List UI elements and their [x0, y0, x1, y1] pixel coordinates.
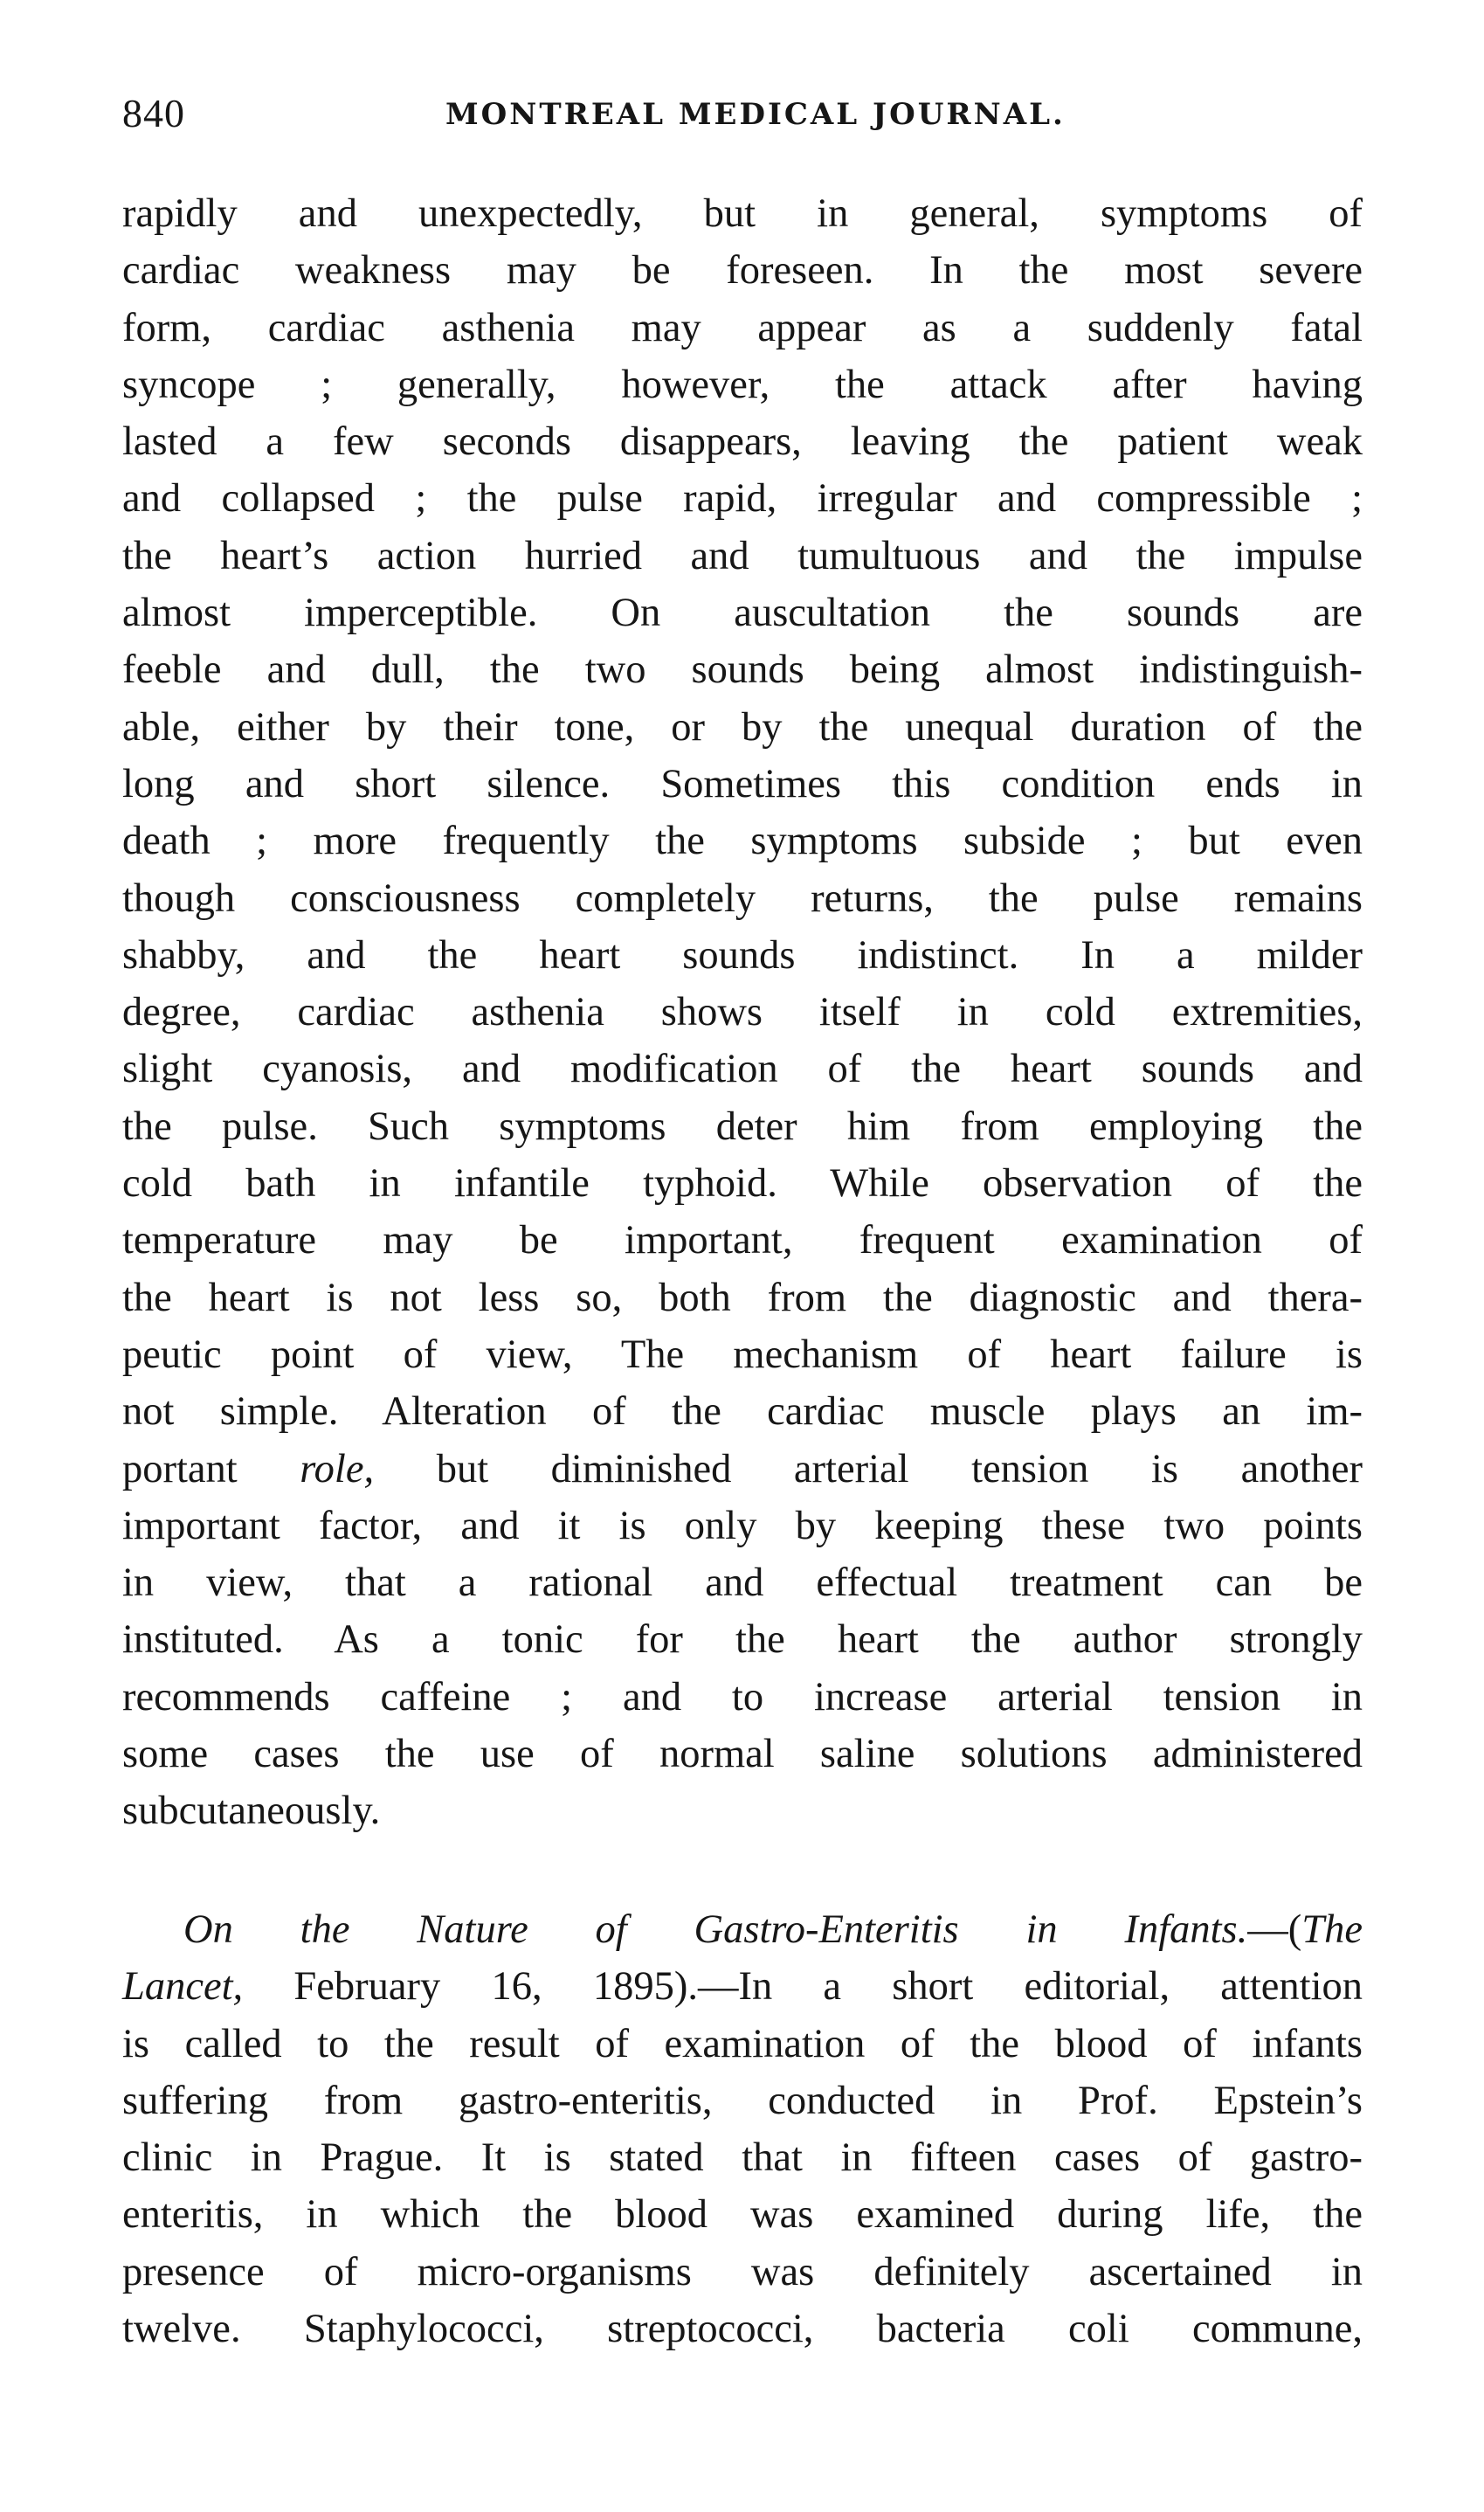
- text-line: recommends caffeine ; and to increase arterial tension in: [122, 1674, 1363, 1720]
- paragraph-gastro-enteritis: [122, 1901, 1363, 2357]
- text-line: twelve. Staphylococci, streptococci, bacteria coli commune,: [122, 2307, 1363, 2352]
- citation-line: [122, 1958, 1363, 2015]
- text-line: temperature may be important, frequent examination of: [122, 1218, 1363, 1263]
- text-line: instituted. As a tonic for the heart the author strongly: [122, 1617, 1363, 1663]
- text-line: feeble and dull, the two sounds being almost indistinguish-: [122, 647, 1363, 693]
- text-line: degree, cardiac asthenia shows itself in cold extremities,: [122, 990, 1363, 1035]
- text-segment: portant: [122, 1446, 238, 1491]
- text-line: rapidly and unexpectedly, but in general, symptoms of: [122, 191, 1363, 236]
- text-line: death ; more frequently the symptoms subside ; but even: [122, 819, 1363, 864]
- text-line: not simple. Alteration of the cardiac muscle plays an im-: [122, 1389, 1363, 1435]
- text-line: important factor, and it is only by keeping these two points: [122, 1503, 1363, 1548]
- text-line: clinic in Prague. It is stated that in fifteen cases of gastro-: [122, 2135, 1363, 2181]
- text-segment: but diminished arterial tension is another: [436, 1446, 1363, 1491]
- text-line: cold bath in infantile typhoid. While observation of the: [122, 1161, 1363, 1207]
- text-line: though consciousness completely returns, the pulse remains: [122, 875, 1363, 921]
- page-number: 840: [122, 91, 185, 135]
- text-line: and collapsed ; the pulse rapid, irregular and compressible ;: [122, 476, 1363, 522]
- text-line: lasted a few seconds disappears, leaving the patient weak: [122, 419, 1363, 465]
- text-line: enteritis, in which the blood was examined during life, the: [122, 2192, 1363, 2238]
- section-title-line: [122, 1901, 1363, 1958]
- italic-word-role: role,: [300, 1446, 375, 1491]
- text-line: peutic point of view, The mechanism of heart failure is: [122, 1332, 1363, 1377]
- source-italic: The: [1301, 1907, 1363, 1952]
- text-line: presence of micro-organisms was definitely ascertained in: [122, 2249, 1363, 2294]
- text-line: form, cardiac asthenia may appear as a suddenly fatal: [122, 305, 1363, 350]
- text-line: syncope ; generally, however, the attack after having: [122, 362, 1363, 407]
- text-line: subcutaneously.: [122, 1789, 381, 1834]
- dash-paren: —(: [1247, 1907, 1302, 1952]
- text-line: is called to the result of examination of the blood of infants: [122, 2021, 1363, 2066]
- text-line-mixed: [122, 1441, 1363, 1498]
- citation-text: February 16, 1895).—In a short editorial, attention: [293, 1964, 1363, 2010]
- paragraph-cardiac-asthenia: [122, 185, 1363, 1840]
- text-line: shabby, and the heart sounds indistinct. In a milder: [122, 932, 1363, 978]
- text-line: some cases the use of normal saline solutions administered: [122, 1732, 1363, 1777]
- text-line: cardiac weakness may be foreseen. In the most severe: [122, 248, 1363, 294]
- text-line: almost imperceptible. On auscultation the sounds are: [122, 591, 1363, 636]
- article-title: On the Nature of Gastro-Enteritis in Infants.: [183, 1907, 1248, 1952]
- text-line: able, either by their tone, or by the unequal duration of the: [122, 704, 1363, 750]
- source-italic: Lancet,: [122, 1964, 244, 2010]
- text-line: the heart’s action hurried and tumultuous and the impulse: [122, 533, 1363, 578]
- text-line: the heart is not less so, both from the diagnostic and thera-: [122, 1275, 1363, 1320]
- page-header: [122, 87, 1345, 140]
- text-line: the pulse. Such symptoms deter him from employing the: [122, 1104, 1363, 1149]
- text-line: long and short silence. Sometimes this condition ends in: [122, 761, 1363, 806]
- running-title: MONTREAL MEDICAL JOURNAL.: [445, 97, 1066, 132]
- text-line: suffering from gastro-enteritis, conducted in Prof. Epstein’s: [122, 2078, 1363, 2123]
- text-line: slight cyanosis, and modification of the heart sounds and: [122, 1047, 1363, 1092]
- text-line: in view, that a rational and effectual treatment can be: [122, 1560, 1363, 1606]
